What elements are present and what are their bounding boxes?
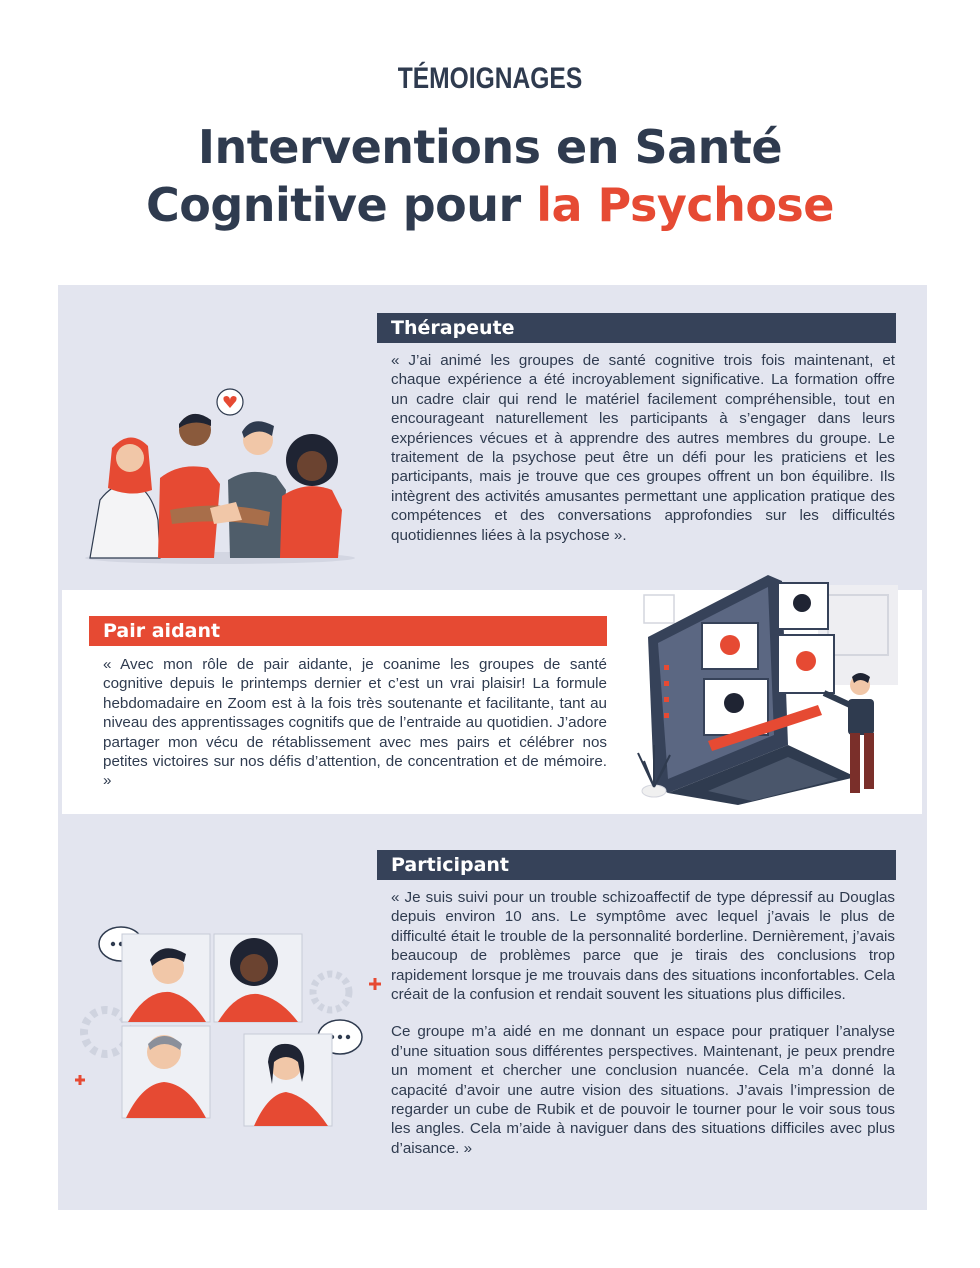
participant-quote <box>391 888 895 1158</box>
page-kicker: TÉMOIGNAGES <box>397 62 583 95</box>
page-title <box>0 118 980 234</box>
team-hands-illustration-icon <box>80 380 360 565</box>
participant-heading: Participant <box>377 850 896 880</box>
participant-quote-paragraph-2: Ce groupe m’a aidé en me donnant un espace pour pratiquer l’analyse d’une situation sous différentes perspectives. Maintenant, je peux prendre un moment et chercher une conclusion nuancée. Cela m’a donné la capacité d’avoir une autre vision des situations. J’avais l’impression de regarder un cube de Rubik et de pouvoir le tourner pour le voir sous tous les angles. Cela m’aide à naviguer dans des situations difficiles avec plus d’aisance. » <box>391 1023 895 1157</box>
video-call-laptop-illustration-icon <box>628 565 908 805</box>
title-line-2 <box>0 176 980 234</box>
title-accent: la Psychose <box>536 178 835 232</box>
pair-aidant-quote: « Avec mon rôle de pair aidante, je coanime les groupes de santé cognitive depuis le printemps dernier et c’est un vrai plaisir! La formule hebdomadaire en Zoom est à la fois très soutenante et facilitante, tant au niveau des apprentissages cognitifs que de l’entraide au quotidien. J’adore partager mon vécu de rétablissement avec mes pairs et célébrer nos petites victoires sur nos défis d’attention, de concentration et de mémoire. » <box>103 656 607 790</box>
puzzle-people-illustration-icon <box>66 912 386 1137</box>
participant-quote-paragraph-1: « Je suis suivi pour un trouble schizoaffectif de type dépressif au Douglas depuis environ 10 ans. Le symptôme avec lequel j’avais le plus de difficulté était le trouble de la personnalité borderline. Dernièrement, j’avais beaucoup de problèmes parce que je tirais des conclusions trop rapidement lorsque je me trouvais dans des situations inconfortables. Cela créait de la confusion et rendait souvent les situations plus difficiles. <box>391 889 895 1004</box>
title-line-1: Interventions en Santé <box>197 120 783 174</box>
therapeute-heading: Thérapeute <box>377 313 896 343</box>
title-line-2-start: Cognitive pour <box>145 178 537 232</box>
pair-aidant-heading: Pair aidant <box>89 616 607 646</box>
therapeute-quote: « J’ai animé les groupes de santé cognitive trois fois maintenant, et chaque expérience a été incroyablement significative. La formation offre un cadre clair qui rend le matériel facilement compréhensible, tout en encourageant naturellement les participants à s’engager dans leurs expériences vécues et à apprendre des autres membres du groupe. Le traitement de la psychose peut être un défi pour les praticiens et les participants, mais je trouve que ces groupes offrent un bon équilibre. Ils intègrent des activités amusantes permettant une application pratique des compétences et des conversations approfondies sur les difficultés quotidiennes liées à la psychose ». <box>391 352 895 544</box>
